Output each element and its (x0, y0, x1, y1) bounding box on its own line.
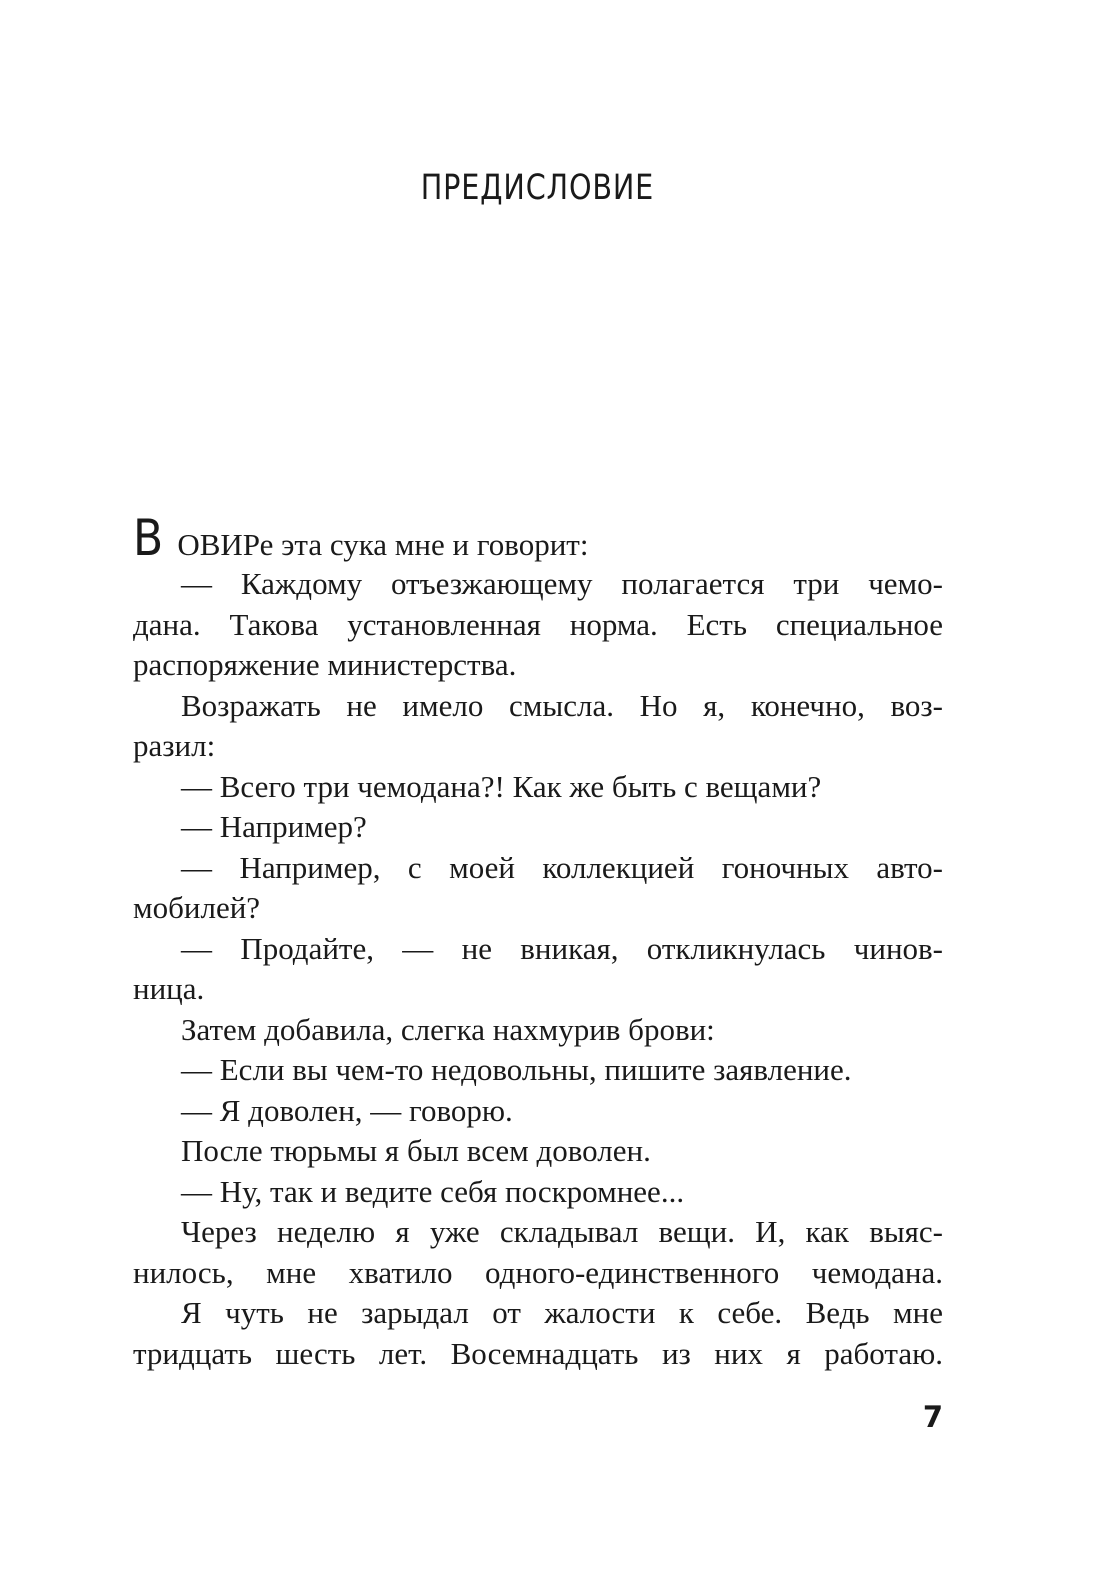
text-line: дана. Такова установленная норма. Есть специальное (133, 606, 943, 642)
text-line: — Продайте, — не вникая, откликнулась чинов- (181, 930, 943, 966)
text-line: — Всего три чемодана?! Как же быть с вещами? (181, 768, 822, 804)
text-line: После тюрьмы я был всем доволен. (181, 1133, 651, 1168)
text-line: — Если вы чем-то недовольны, пишите заявление. (181, 1052, 852, 1087)
text-line: — Например? (181, 809, 367, 844)
text-line: Возражать не имело смысла. Но я, конечно, воз- (181, 687, 943, 723)
page-number: 7 (922, 1400, 943, 1434)
text-line: мобилей? (133, 890, 261, 925)
body-text (133, 509, 943, 1374)
text-line: — Каждому отъезжающему полагается три чемо- (181, 566, 943, 601)
text-line-content: ОВИРе эта сука мне и говорит: (177, 527, 589, 562)
text-line: тридцать шесть лет. Восемнадцать из них я работаю. (133, 1335, 943, 1371)
text-line: разил: (133, 728, 216, 763)
text-line: ница. (133, 971, 205, 1006)
text-line: — Я доволен, — говорю. (181, 1092, 513, 1128)
text-line (133, 509, 943, 567)
text-line: Затем добавила, слегка нахмурив брови: (181, 1011, 715, 1047)
text-line: Я чуть не зарыдал от жалости к себе. Ведь мне (181, 1295, 943, 1330)
text-line: распоряжение министерства. (133, 647, 517, 682)
drop-cap-letter: В (133, 509, 164, 567)
text-line: — Ну, так и ведите себя поскромнее... (181, 1173, 685, 1209)
text-line: Через неделю я уже складывал вещи. И, как выяс- (181, 1214, 943, 1249)
text-line: — Например, с моей коллекцией гоночных авто- (181, 849, 943, 885)
text-line: нилось, мне хватило одного-единственного чемодана. (133, 1254, 943, 1290)
chapter-title: ПРЕДИСЛОВИЕ (420, 168, 655, 208)
